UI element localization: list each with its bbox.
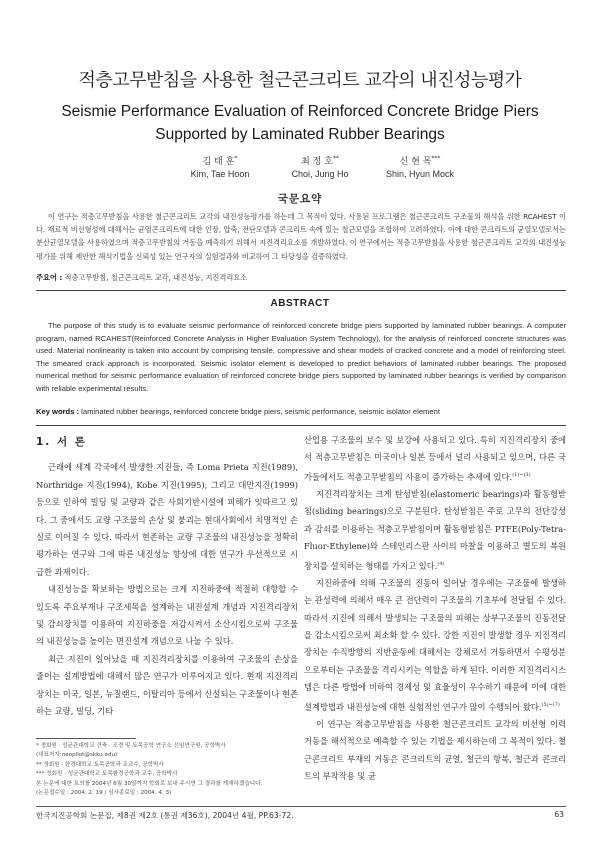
- author-3-name-en: Shin, Hyun Mock: [385, 169, 455, 179]
- author-3: [365, 153, 475, 180]
- divider: [36, 425, 566, 426]
- author-3-name-kr: 신 현 목: [399, 157, 432, 167]
- footnote-divider: [36, 738, 136, 739]
- footer-divider: [36, 806, 566, 807]
- footnote: (대표저자:neopilot@skku.edu): [36, 752, 118, 759]
- abstract-korean: 이 연구는 적층고무받침을 사용한 철근콘크리트 교각의 내진성능평가를 하는데 그 목적이 있다. 사용된 프로그램은 철근콘크리트 구조물의 해석을 위한 RCAHEST 이다. 재료적 비선형성에 대해서는 균열콘크리트에 대한 인장, 압축, 전단모델과 콘크리트 속에 있는 철근모델을 조합하여 고려하였다. 이에 대한 콘크리트의 균열모델로서는 분산균열모델을 사용하였으며 적층고무받침의 거동을 예측하기 위해서 지진격리요소를 개발하였다. 이 연구에서는 적층고무받침을 사용한 철근콘크리트 교각의 내진성능평가를 위해 제안한 해석기법을 신뢰성 있는 연구자의 실험결과와 비교하여 그 타당성을 검증하였다.: [36, 212, 566, 261]
- keywords-korean-text: 적층고무받침, 철근콘크리트 교각, 내진성능, 지진격리요소: [64, 273, 248, 282]
- author-2-name-kr: 최 정 호: [301, 157, 333, 167]
- title-english-line1: Seismie Performance Evaluation of Reinforced Concrete Bridge Piers: [61, 103, 539, 120]
- author-2: [275, 153, 365, 180]
- citation-ref: (5)~(7): [541, 701, 560, 708]
- paragraph-text: 산업용 구조물의 보수 및 보강에 사용되고 있다. 특히 지진격리장치 중에서 적층고무받침은 미국이나 일본 등에서 널리 사용되고 있으며, 다른 국가들에서도 적층고무받침의 사용이 증가하는 추세에 있다.: [304, 435, 566, 482]
- author-1-mark: *: [234, 155, 238, 162]
- citation-ref: (1)~(3): [512, 471, 531, 478]
- footnotes: [36, 742, 298, 798]
- body-paragraph: 근래에 세계 각국에서 발생한 지진들, 즉 Loma Prieta 지진(1989), Northridge 지진(1994), Kobe 지진(1995), 그리고 대만지진(1999) 등으로 인하여 빌딩 및 교량과 같은 사회기반시설에 피해가 잇따르고 있다. 그 중에서도 교량 구조물의 손상 및 붕괴는 현대사회에서 치명적인 손실로 이어질 수 있다. 따라서 현존하는 교량 구조물의 내진성능을 정확히 평가하는 연구와 그에 따른 내진성능 향상에 대한 연구가 우선적으로 시급한 과제이다.: [36, 462, 298, 577]
- body-paragraph: [304, 486, 566, 575]
- footnote: * 정회원 · 성균관대학교 건축 · 조경 및 토목공학 연구소 선임연구원, 공학박사: [36, 743, 226, 749]
- page-number: 63: [554, 810, 564, 819]
- keywords-korean: [36, 273, 566, 283]
- author-1-name-kr: 김 태 훈: [202, 157, 235, 167]
- footnote: ** 정회원 · 한경대학교 토목공학과 조교수, 공학박사: [36, 761, 164, 768]
- keywords-english-label: Key words :: [36, 407, 80, 416]
- title-korean: 적층고무받침을 사용한 철근콘크리트 교각의 내진성능평가: [78, 70, 522, 91]
- author-2-mark: **: [332, 155, 339, 162]
- divider: [36, 290, 566, 291]
- section-1-title: 1. 서 론: [36, 436, 87, 448]
- body-column-left: [36, 434, 298, 721]
- footnote: *** 정회원 · 성균관대학교 토목환경공학과 교수, 공학박사: [36, 771, 178, 778]
- paragraph-text: 지진하중에 의해 구조물의 진동이 일어날 경우에는 구조물에 발생하는 관성력에 의해서 매우 큰 전단력이 구조물의 기초부에 전달될 수 있다. 따라서 지진에 의해서 발생되는 구조물의 피해는 상부구조물의 진동전달을 감소시킴으로써 최소화 할 수 있다. 강한 지진이 발생할 경우 지진격리장치는 수직방향의 지반운동에 대해서는 강체로서 거동하면서 수평성분으로부터는 구조물을 격리시키는 역할을 하게 된다. 이러한 지진격리시스템은 다른 방법에 비하여 경제성 및 효율성이 우수하기 때문에 이에 대한 설계방법과 내진성능에 대한 실험적인 연구가 많이 수행되어 왔다.: [304, 577, 566, 712]
- body-paragraph: 내진성능을 확보하는 방법으로는 크게 지진하중에 적절히 대항할 수 있도록 주요부재나 구조세목을 설계하는 내진설계 개념과 지진격리장치 및 감쇠장치를 이용하여 지진하중을 저감시켜서 소산시킴으로써 구조물의 내진성능을 높이는 면진설계 개념으로 나눌 수 있다.: [36, 584, 298, 647]
- citation-ref: (4): [437, 560, 445, 567]
- footnote: (논문접수일 : 2004. 2. 19 / 심사종료일 : 2004. 4. 3): [36, 790, 172, 797]
- abstract-korean-heading: 국문요약: [277, 193, 323, 205]
- keywords-english: [36, 407, 566, 416]
- author-1-name-en: Kim, Tae Hoon: [190, 169, 250, 179]
- keywords-english-text: laminated rubber bearings, reinforced concrete bridge piers, seismic performance, seismic isolator element: [81, 407, 440, 416]
- title-english-line2: Supported by Laminated Rubber Bearings: [155, 126, 445, 143]
- body-paragraph: 이 연구는 적층고무받침을 사용한 철근콘크리트 교각의 비선형 이력거동을 해석적으로 예측할 수 있는 기법을 제시하는데 그 목적이 있다. 철근콘크리트 부재의 거동은 콘크리트의 균열, 철근의 항복, 철근과 콘크리트의 부착작용 및 균: [304, 718, 566, 782]
- paragraph-text: 지진격리장치는 크게 탄성받침(elastomeric bearings)과 활동형받침(sliding bearings)으로 구분된다. 탄성받침은 주로 고무의 전단강성과 감쇠를 이용하는 적층고무받침이며 활동형받침은 PTFE(Poly-Tetra-Fluor-Ethylene)와 스테인리스판 사이의 마찰을 이용하고 별도의 복원장치를 설치하는 형태를 가지고 있다.: [304, 488, 566, 571]
- body-paragraph: [304, 432, 566, 486]
- author-3-mark: ***: [431, 155, 441, 162]
- footnote: 본 논문에 대한 토의를 2004년 6월 30일까지 학회로 보내 주시면 그 결과를 게재하겠습니다.: [36, 780, 263, 787]
- author-1: [175, 153, 265, 180]
- body-paragraph: [304, 575, 566, 716]
- body-paragraph: 최근 지진이 일어났을 때 지진격리장치를 이용하여 구조물의 손상을 줄이는 설계방법에 대해서 많은 연구가 이루어지고 있다. 현재 지진격리장치는 미국, 일본, 뉴질랜드, 이탈리아 등에서 신설되는 구조물이나 현존하는 교량, 빌딩, 기타: [36, 653, 298, 717]
- abstract-english: The purpose of this study is to evaluate seismic performance of reinforced concrete bridge piers supported by laminated rubber bearings. A computer program, named RCAHEST(Reinforced Concrete Analysis in Higher Evaluation System Technology), for the analysis of reinforced concrete structures was used. Material nonlinearity is taken into account by comprising tensile, compressive and shear models of cracked concrete and a model of reinforcing steel. The smeared crack approach is incorporated. Seismic isolator element is developed to predict behaviors of laminated rubber bearings. The proposed numerical method for seismic performance evaluation of reinforced concrete bridge piers supported by laminated rubber bearings is verified by comparison with reliable experimental results.: [36, 321, 566, 393]
- author-2-name-en: Choi, Jung Ho: [291, 169, 349, 179]
- title-english: [0, 100, 600, 146]
- body-column-right: [304, 432, 566, 785]
- journal-citation: 한국지진공학회 논문집, 제8권 제2호 (통권 제36호), 2004년 4월, PP.63-72.: [36, 811, 294, 820]
- keywords-korean-label: 주요어 :: [36, 273, 63, 282]
- abstract-english-heading: ABSTRACT: [270, 298, 330, 309]
